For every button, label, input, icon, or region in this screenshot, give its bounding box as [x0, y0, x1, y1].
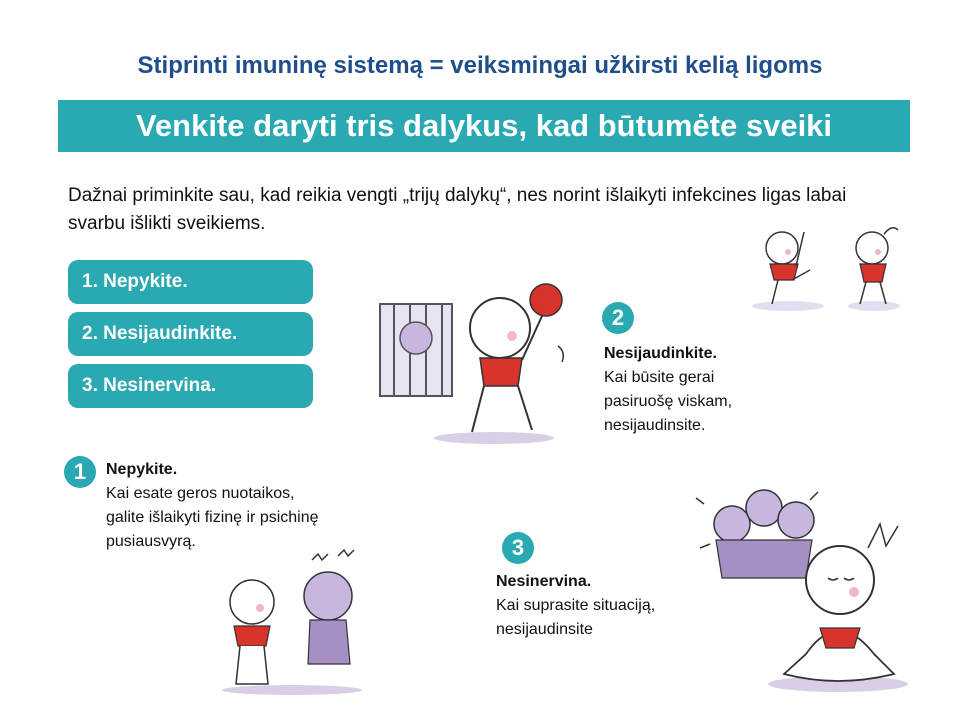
- tip-line: galite išlaikyti fizinę ir psichinę: [106, 509, 319, 526]
- number-badge-1: 1: [64, 456, 96, 488]
- list-item-label: 3. Nesinervina.: [82, 375, 217, 396]
- number-badge-3: 3: [502, 532, 534, 564]
- list-item-2: [68, 312, 313, 356]
- tip-1: [106, 458, 319, 554]
- tip-heading: Nesijaudinkite.: [604, 345, 717, 362]
- tip-heading: Nesinervina.: [496, 573, 592, 590]
- tip-line: nesijaudinsite.: [604, 417, 706, 434]
- tip-line: Kai esate geros nuotaikos,: [106, 485, 295, 502]
- tip-2: [604, 342, 732, 438]
- list-item-3: [68, 364, 313, 408]
- tip-line: pusiausvyrą.: [106, 533, 196, 550]
- list-item-label: 2. Nesijaudinkite.: [82, 323, 238, 344]
- tip-line: Kai suprasite situaciją,: [496, 597, 656, 614]
- exercise-children-illustration: [748, 212, 908, 312]
- tip-line: Kai būsite gerai: [604, 369, 715, 386]
- calm-meditation-illustration: [688, 478, 914, 700]
- number-badge-2: 2: [602, 302, 634, 334]
- tip-3: [496, 570, 655, 642]
- intro-text: Dažnai priminkite sau, kad reikia vengti „trijų dalykų“, nes norint išlaikyti infekcines ligas labai svarbu išlikti sveikiems.: [68, 185, 847, 234]
- tip-line: pasiruošę viskam,: [604, 393, 733, 410]
- jail-child-illustration: [372, 276, 582, 446]
- tip-heading: Nepykite.: [106, 461, 178, 478]
- banner-heading: Venkite daryti tris dalykus, kad būtumėte sveiki: [58, 100, 910, 152]
- tip-line: nesijaudinsite: [496, 621, 593, 638]
- list-item-1: [68, 260, 313, 304]
- page-title: Stiprinti imuninę sistemą = veiksmingai užkirsti kelią ligoms: [137, 52, 823, 79]
- list-item-label: 1. Nepykite.: [82, 271, 188, 292]
- angry-child-illustration: [212, 546, 372, 696]
